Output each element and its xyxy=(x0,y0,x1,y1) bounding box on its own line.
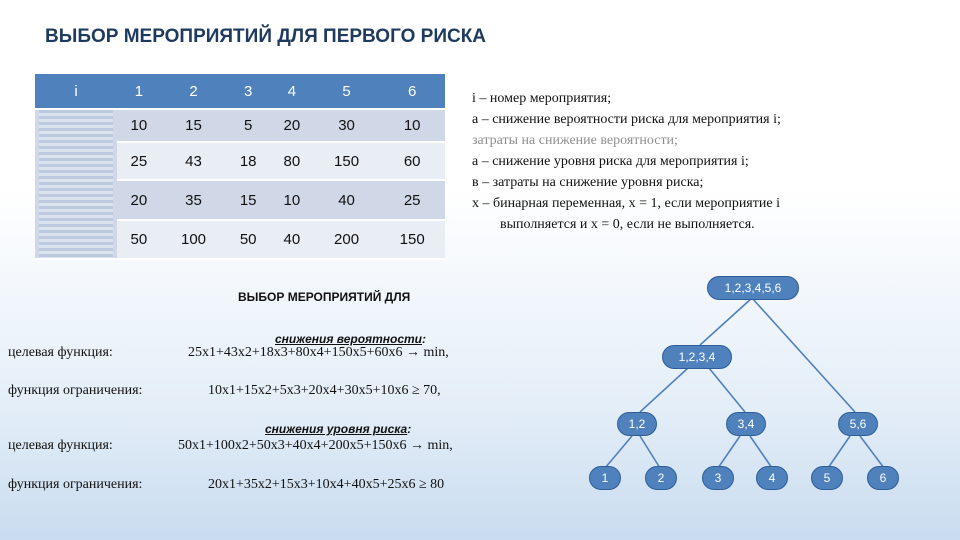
formula-label: функция ограничения: xyxy=(8,383,143,398)
formula-expression: 25x1+43x2+18x3+80x4+150x5+60x6 → min, xyxy=(188,345,449,360)
table-cell: 20 xyxy=(117,181,161,221)
table-cell: 10 xyxy=(379,110,445,143)
table-header-cell: 4 xyxy=(270,74,314,110)
tree-leaf-1: 1 xyxy=(589,466,621,490)
table-cell: 18 xyxy=(226,143,270,181)
tree-leaf-3: 3 xyxy=(702,466,734,490)
table-cell: 20 xyxy=(270,110,314,143)
tree-leaf-4: 4 xyxy=(756,466,788,490)
legend-line: a – снижение вероятности риска для мероприятия i; xyxy=(472,112,781,127)
table-header-cell: 2 xyxy=(161,74,227,110)
tree-leaf-2: 2 xyxy=(645,466,677,490)
table-header-cell: 3 xyxy=(226,74,270,110)
table-header-cell: 5 xyxy=(314,74,380,110)
legend-line: x – бинарная переменная, x = 1, если мероприятие i xyxy=(472,196,780,211)
table-cell: 15 xyxy=(161,110,227,143)
section-risk-level-label: снижения уровня риска xyxy=(265,422,408,436)
formula-label: функция ограничения: xyxy=(8,477,143,492)
table-cell: 30 xyxy=(314,110,380,143)
tree-node-12: 1,2 xyxy=(617,412,657,436)
section-heading: ВЫБОР МЕРОПРИЯТИЙ ДЛЯ xyxy=(238,290,411,304)
table-cell: 5 xyxy=(226,110,270,143)
section-risk-level-heading: снижения уровня риска: xyxy=(265,422,412,436)
table-header-cell: 6 xyxy=(379,74,445,110)
formula-label: целевая функция: xyxy=(8,345,113,360)
table-cell: 150 xyxy=(379,221,445,260)
legend-line: i – номер мероприятия; xyxy=(472,91,612,106)
table-cell: 40 xyxy=(314,181,380,221)
legend-line: выполняется и x = 0, если не выполняется. xyxy=(500,217,755,232)
table-cell: 150 xyxy=(314,143,380,181)
table-cell: 40 xyxy=(270,221,314,260)
table-cell: 10 xyxy=(270,181,314,221)
table-cell: 100 xyxy=(161,221,227,260)
table-cell: 35 xyxy=(161,181,227,221)
table-header-cell: 1 xyxy=(117,74,161,110)
section-probability-label: снижения вероятности xyxy=(275,332,423,346)
legend-line: затраты на снижение вероятности; xyxy=(472,133,678,148)
table-cell: 43 xyxy=(161,143,227,181)
table-header-cell: i xyxy=(35,74,117,110)
section-probability-heading: снижения вероятности: xyxy=(275,332,427,346)
table-cell: 50 xyxy=(117,221,161,260)
tree-node-34: 3,4 xyxy=(726,412,766,436)
legend-line: в – затраты на снижение уровня риска; xyxy=(472,175,704,190)
table-cell: 25 xyxy=(117,143,161,181)
table-cell: 60 xyxy=(379,143,445,181)
tree-node-56: 5,6 xyxy=(838,412,878,436)
tree-leaf-6: 6 xyxy=(867,466,899,490)
legend-line: a – снижение уровня риска для мероприятия i; xyxy=(472,154,749,169)
tree-leaf-5: 5 xyxy=(811,466,843,490)
table-cell: 15 xyxy=(226,181,270,221)
formula-expression: 10x1+15x2+5x3+20x4+30x5+10x6 ≥ 70, xyxy=(208,383,441,398)
table-cell: 200 xyxy=(314,221,380,260)
tree-node-1234: 1,2,3,4 xyxy=(662,345,732,369)
table-cell: 25 xyxy=(379,181,445,221)
table-cell: 50 xyxy=(226,221,270,260)
slide-title: ВЫБОР МЕРОПРИЯТИЙ ДЛЯ ПЕРВОГО РИСКА xyxy=(45,26,487,47)
table-cell: 10 xyxy=(117,110,161,143)
tree-node-root: 1,2,3,4,5,6 xyxy=(707,276,799,300)
formula-expression: 50x1+100x2+50x3+40x4+200x5+150x6 → min, xyxy=(178,438,453,453)
table-cell: 80 xyxy=(270,143,314,181)
formula-expression: 20x1+35x2+15x3+10x4+40x5+25x6 ≥ 80 xyxy=(208,477,445,492)
formula-label: целевая функция: xyxy=(8,438,113,453)
